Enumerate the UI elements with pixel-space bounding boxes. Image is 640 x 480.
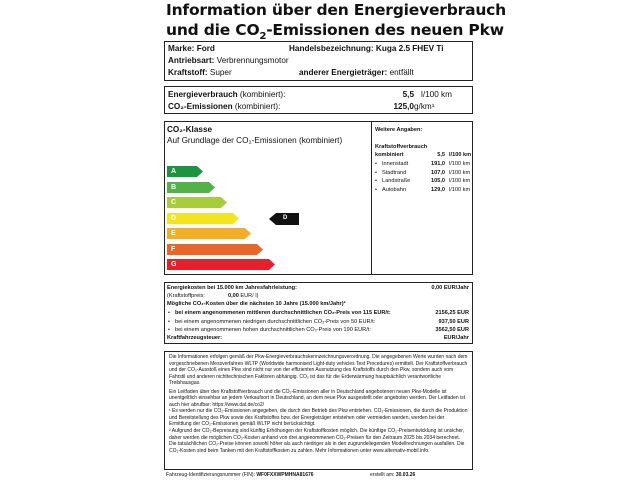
title-line-2: und die $CO_2$-Emissionen des neuen Pkw	[166, 21, 504, 43]
note-footnote-1: ¹ Es werden nur die CO₂-Emissionen angegeben, die durch den Betrieb des Pkw entstehen. CO₂-Emissionen, die durch die Produktion und Bereitstellung des Pkw sowie des Kraftstoffes bzw. der Energieträger entstehen oder vermieden werden, werden bei der Ermittlung der CO₂-Emissionen gemäß WLTP nicht berücksichtigt.	[169, 408, 468, 428]
title-line-1: Information über den Energieverbrauch	[166, 1, 506, 19]
further-row-cell: Autobahn	[382, 186, 406, 193]
co2-cost-row-text: bei einem angenommenen hohen durchschnittlichen CO₂-Preis von 190 EUR/t:	[175, 327, 371, 333]
bullet-icon: •	[375, 186, 377, 193]
co2-cost-row-text: bei einem angenommenen mittleren durchschnittlichen CO₂-Preis von 115 EUR/t:	[175, 310, 391, 316]
co2-class-arrow	[167, 228, 251, 239]
other-energy: anderer Energieträger: entfällt	[299, 68, 414, 77]
co2-class-arrow-label: F	[171, 245, 176, 253]
energy-consumption-value: 5,5	[402, 90, 414, 99]
co2-cost-row-value: 3562,50 EUR	[435, 327, 469, 333]
co2-cost-row-text: bei einem angenommenen niedrigen durchschnittlichen CO₂-Preis von 50 EUR/t:	[175, 318, 376, 325]
co2-class-indicator	[269, 212, 299, 230]
co2-class-arrow-label: D	[171, 214, 177, 222]
fuel-type: Kraftstoff: Super	[168, 68, 232, 77]
co2-class-arrow-label: B	[171, 183, 177, 191]
energy-costs-label: Energiekosten bei 15.000 km Jahresfahrleistung:	[167, 285, 297, 291]
co2-class-arrow-label: G	[171, 261, 177, 268]
note-general: Die Informationen erfolgen gemäß der Pkw-Energieverbrauchskennzeichnungsverordnung. Die angegebenen Werte wurden nach dem vorgeschriebenen Messverfahren WLTP (Worldwide harmonised Light-duty vehicles Test Procedures) ermittelt. Der Kraftstoffverbrauch und der CO₂-Ausstoß eines Pkw sind nicht nur von der effizienten Ausnutzung des Kraftstoffs durch den Pkw, sondern auch vom Fahrstil und anderen nichttechnischen Faktoren abhängig. CO₂ ist das für die Erderwärmung hauptsächlich verantwortliche Treibhausgas.	[169, 354, 468, 387]
further-row-cell: 129,0	[431, 186, 445, 193]
further-row-cell: l/100 km	[449, 178, 471, 185]
created-date: erstellt am: 30.03.26	[370, 472, 416, 478]
bullet-icon: •	[375, 161, 377, 167]
drive-type: Antriebsart: Verbrennungsmotor	[168, 56, 289, 65]
further-row-cell: Landstraße	[382, 178, 411, 185]
co2-class-arrow	[167, 213, 239, 224]
co2-class-arrow	[167, 166, 203, 177]
note-guide: Ein Leitfaden über den Kraftstoffverbrauch und die CO₂-Emissionen aller in Deutschland angebotenen neuen Pkw-Modelle ist unentgeltlich einsehbar an jedem Verkaufsort in Deutschland, an dem neue Pkw ausgestellt oder angeboten werden. Der Leitfaden ist auch hier abrufbar: https://www.dat.de/co2/	[169, 388, 466, 408]
further-row-cell: l/100 km	[449, 186, 471, 193]
vin-line: Fahrzeug-Identifizierungsnummer (FIN): WF0FXXWPMHNA81676	[166, 472, 314, 478]
further-row-cell: 105,0	[431, 178, 445, 185]
further-info-panel	[371, 122, 474, 274]
brand: Marke: Ford	[168, 44, 215, 53]
co2-class-arrow	[167, 259, 275, 270]
co2-class-arrow	[167, 244, 263, 255]
further-row-cell: l/100 km	[449, 169, 471, 176]
notes-box	[164, 351, 473, 470]
costs-box	[164, 282, 473, 344]
vehicle-tax-value: EUR/Jahr	[443, 335, 469, 341]
energy-costs-value: 0,00 EUR/Jahr	[431, 285, 469, 291]
co2-class-arrow	[167, 197, 227, 208]
energy-consumption-label: Energieverbrauch (kombiniert):	[168, 90, 286, 99]
consumption-box	[164, 86, 473, 114]
fuel-price: (Kraftstoffpreis: 0,00 EUR/ l)	[167, 293, 259, 299]
co2-emissions-value: 125,0	[393, 102, 414, 111]
co2-cost-row-value: 937,50 EUR	[438, 318, 469, 325]
co2-class-indicator-label: D	[283, 215, 288, 221]
co2-emissions-label: CO₂-Emissionen (kombiniert):	[168, 102, 281, 111]
further-heading: Weitere Angaben:	[375, 127, 423, 133]
co2-emissions-unit: g/km¹	[414, 102, 435, 111]
bullet-icon: •	[375, 178, 377, 185]
energy-consumption-unit: l/100 km	[421, 90, 452, 99]
combined-label: kombiniert	[375, 152, 404, 158]
bullet-icon: •	[168, 318, 170, 325]
co2-class-arrow-label: C	[171, 199, 177, 206]
trade-name: Handelsbezeichnung: Kuga 2.5 FHEV Ti	[289, 44, 444, 53]
vehicle-tax-label: Kraftfahrzeugsteuer:	[167, 335, 223, 341]
co2-cost-row-value: 2156,25 EUR	[435, 310, 469, 316]
bullet-icon: •	[375, 169, 377, 176]
co2-class-arrow	[167, 182, 215, 193]
co2-class-arrow-label: A	[171, 168, 177, 175]
note-footnote-2: ² Aufgrund der CO₂-Bepreisung sind künftig Erhöhungen der Kraftstoffkosten möglich. Die künftige CO₂-Preisentwicklung ist unsicher, daher werden die möglichen CO₂-Kosten anhand von drei angenommenen CO₂-Preisen für den Zeitraum 2025 bis 2034 berechnet. Die tatsächlichen CO₂-Preise können sowohl höher als auch niedriger als in den zugrundeliegenden Modellrechnungen ausfallen. Die CO₂-Kosten sind beim Tanken mit den Kraftstoffkosten zu zahlen. Mehr Informationen unter www.alternativ-mobil.info.	[169, 428, 465, 454]
further-row-cell: 191,0	[431, 161, 445, 167]
page-title	[166, 0, 636, 43]
bullet-icon: •	[168, 310, 170, 316]
further-row-cell: 107,0	[431, 169, 445, 176]
fuel-consumption-heading: Kraftstoffverbrauch	[375, 144, 428, 150]
further-row-cell: Innenstadt	[382, 161, 409, 167]
vehicle-info-box	[164, 41, 473, 81]
co2-class-box	[164, 121, 473, 275]
further-row-cell: Stadtrand	[382, 169, 407, 176]
further-row-cell: l/100 km	[449, 161, 471, 167]
bullet-icon: •	[168, 327, 170, 333]
combined-value: 5,5	[437, 152, 445, 158]
combined-unit: l/100 km	[449, 152, 472, 158]
co2-class-arrow-label: E	[171, 230, 176, 237]
co2-class-subheading: Auf Grundlage der CO₂-Emissionen (kombiniert)	[167, 136, 343, 145]
possible-co2-costs-label: Mögliche CO₂-Kosten über die nächsten 10 Jahre (15.000 km/Jahr)²	[167, 301, 346, 307]
co2-class-heading: CO₂-Klasse	[167, 125, 213, 134]
